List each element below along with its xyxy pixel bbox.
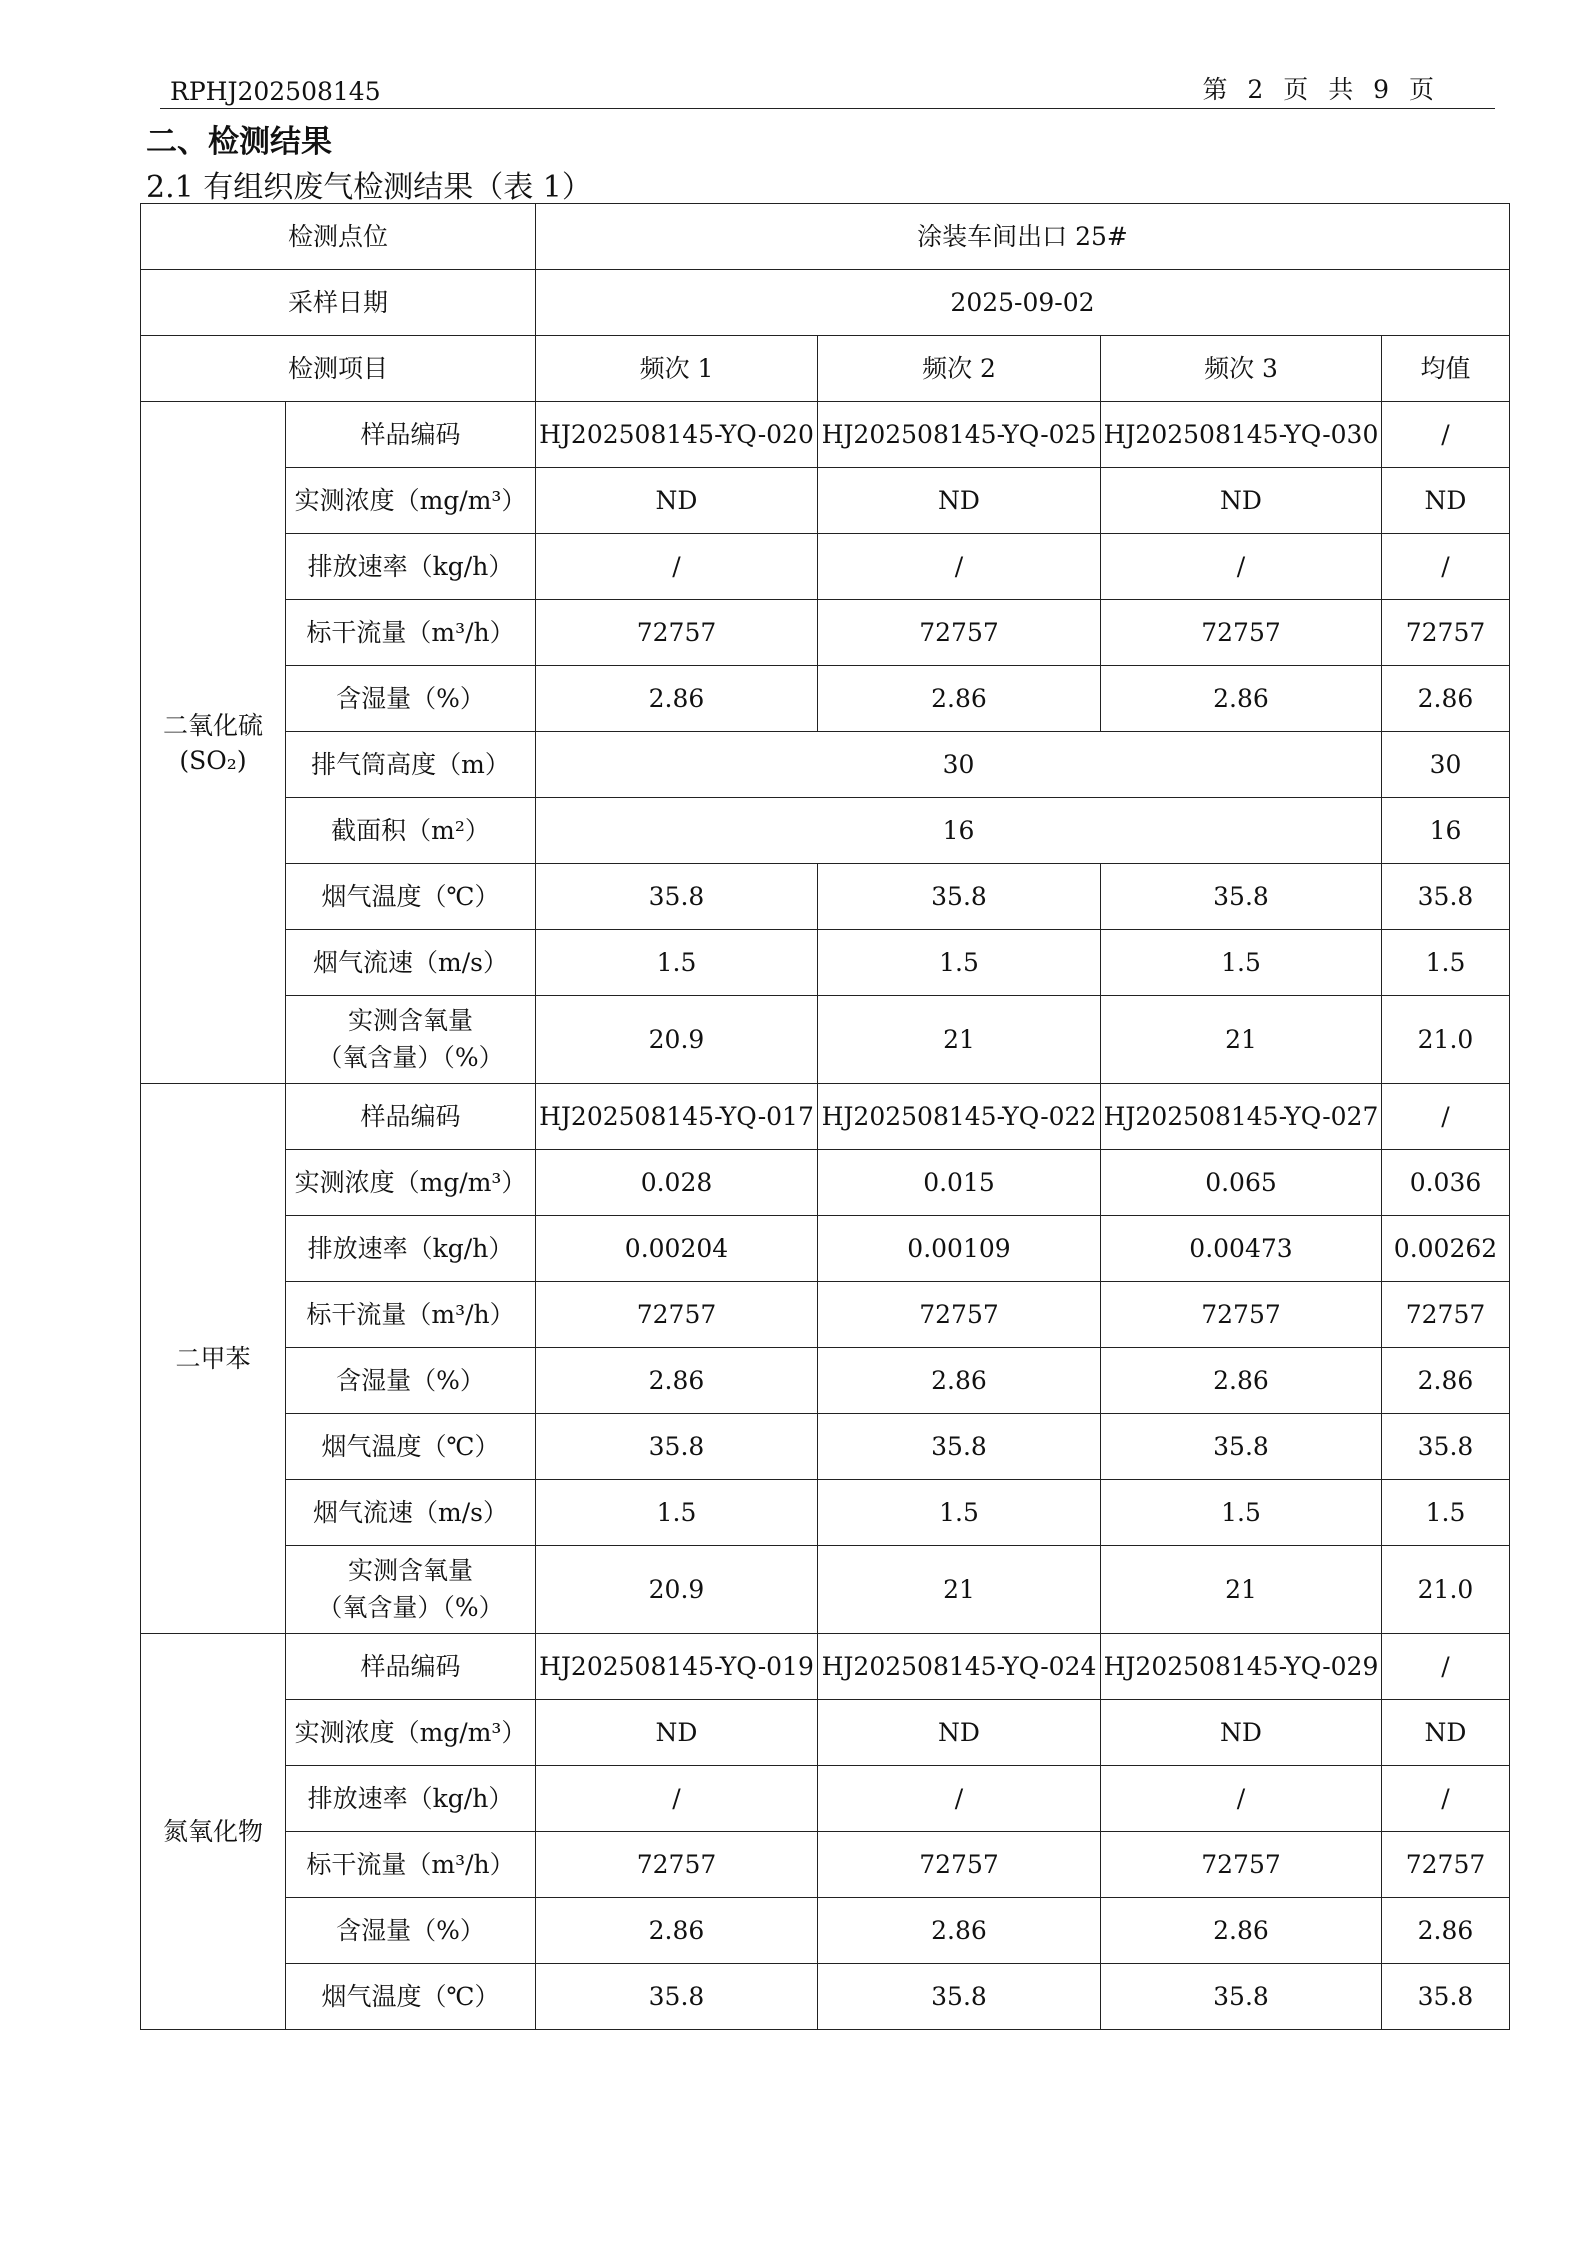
table-row xyxy=(141,1700,1510,1766)
frequency-value: 72757 xyxy=(818,600,1101,666)
site-label: 检测点位 xyxy=(141,204,536,270)
frequency-value: HJ202508145-YQ-029 xyxy=(1101,1634,1382,1700)
frequency-value: 72757 xyxy=(818,1282,1101,1348)
frequency-value: 0.00204 xyxy=(536,1216,818,1282)
table-row xyxy=(141,798,1510,864)
item-label: 含湿量（%） xyxy=(286,666,536,732)
frequency-value: ND xyxy=(818,468,1101,534)
frequency-value: 35.8 xyxy=(818,864,1101,930)
frequency-value: HJ202508145-YQ-020 xyxy=(536,402,818,468)
table-row xyxy=(141,402,1510,468)
frequency-value: 20.9 xyxy=(536,996,818,1084)
frequency-value: HJ202508145-YQ-024 xyxy=(818,1634,1101,1700)
table-row xyxy=(141,1414,1510,1480)
frequency-value: HJ202508145-YQ-027 xyxy=(1101,1084,1382,1150)
section-title: 二、检测结果 xyxy=(146,124,332,160)
frequency-value: ND xyxy=(1101,468,1382,534)
item-label: 实测含氧量 （氧含量）（%） xyxy=(286,1546,536,1634)
item-label: 样品编码 xyxy=(286,1634,536,1700)
mean-value: 35.8 xyxy=(1382,1414,1510,1480)
frequency-value: ND xyxy=(818,1700,1101,1766)
table-row xyxy=(141,732,1510,798)
table-row xyxy=(141,1348,1510,1414)
mean-value: 21.0 xyxy=(1382,996,1510,1084)
mean-value: / xyxy=(1382,534,1510,600)
table-row xyxy=(141,1480,1510,1546)
table-row xyxy=(141,1898,1510,1964)
frequency-value: 2.86 xyxy=(818,1348,1101,1414)
frequency-value: 72757 xyxy=(536,1832,818,1898)
frequency-value: 21 xyxy=(1101,1546,1382,1634)
item-label: 排放速率（kg/h） xyxy=(286,534,536,600)
frequency-value: 1.5 xyxy=(536,930,818,996)
item-label: 排放速率（kg/h） xyxy=(286,1766,536,1832)
frequency-value: 0.015 xyxy=(818,1150,1101,1216)
frequency-value: 35.8 xyxy=(818,1414,1101,1480)
frequency-value: 72757 xyxy=(818,1832,1101,1898)
frequency-value: 2.86 xyxy=(1101,1898,1382,1964)
frequency-value: 35.8 xyxy=(1101,1414,1382,1480)
mean-value: 21.0 xyxy=(1382,1546,1510,1634)
mean-value: 72757 xyxy=(1382,600,1510,666)
frequency-value: / xyxy=(536,1766,818,1832)
mean-value: / xyxy=(1382,1084,1510,1150)
table-row xyxy=(141,1546,1510,1634)
mean-value: / xyxy=(1382,1634,1510,1700)
frequency-value: 21 xyxy=(1101,996,1382,1084)
frequency-value: ND xyxy=(536,1700,818,1766)
frequency-value: 1.5 xyxy=(1101,930,1382,996)
mean-value: 72757 xyxy=(1382,1832,1510,1898)
frequency-value: 1.5 xyxy=(818,930,1101,996)
item-label: 实测浓度（mg/m³） xyxy=(286,1150,536,1216)
col-header-2: 频次 2 xyxy=(818,336,1101,402)
table-row xyxy=(141,1964,1510,2030)
item-label: 样品编码 xyxy=(286,402,536,468)
frequency-value: HJ202508145-YQ-022 xyxy=(818,1084,1101,1150)
table-row xyxy=(141,1766,1510,1832)
frequency-value: HJ202508145-YQ-030 xyxy=(1101,402,1382,468)
frequency-value: 35.8 xyxy=(536,864,818,930)
frequency-value: 0.065 xyxy=(1101,1150,1382,1216)
merged-value: 16 xyxy=(536,798,1382,864)
date-row xyxy=(141,270,1510,336)
item-label: 烟气流速（m/s） xyxy=(286,1480,536,1546)
merged-value: 30 xyxy=(536,732,1382,798)
frequency-value: 1.5 xyxy=(536,1480,818,1546)
pollutant-name: 二氧化硫 (SO₂) xyxy=(141,402,286,1084)
frequency-value: 2.86 xyxy=(536,666,818,732)
frequency-value: 2.86 xyxy=(536,1898,818,1964)
frequency-value: / xyxy=(818,534,1101,600)
frequency-value: 0.028 xyxy=(536,1150,818,1216)
table-row xyxy=(141,534,1510,600)
col-header-1: 频次 1 xyxy=(536,336,818,402)
frequency-value: 20.9 xyxy=(536,1546,818,1634)
frequency-value: ND xyxy=(1101,1700,1382,1766)
frequency-value: 72757 xyxy=(1101,1282,1382,1348)
item-label: 烟气流速（m/s） xyxy=(286,930,536,996)
site-value: 涂装车间出口 25# xyxy=(536,204,1510,270)
mean-value: 16 xyxy=(1382,798,1510,864)
item-label: 样品编码 xyxy=(286,1084,536,1150)
item-label: 实测浓度（mg/m³） xyxy=(286,468,536,534)
item-label: 标干流量（m³/h） xyxy=(286,1832,536,1898)
document-number: RPHJ202508145 xyxy=(170,77,381,106)
table-row xyxy=(141,1282,1510,1348)
site-row xyxy=(141,204,1510,270)
item-label: 烟气温度（℃） xyxy=(286,1964,536,2030)
table-row xyxy=(141,996,1510,1084)
mean-value: 72757 xyxy=(1382,1282,1510,1348)
item-label: 排放速率（kg/h） xyxy=(286,1216,536,1282)
frequency-value: 2.86 xyxy=(536,1348,818,1414)
frequency-value: / xyxy=(536,534,818,600)
frequency-value: 72757 xyxy=(1101,1832,1382,1898)
frequency-value: 72757 xyxy=(1101,600,1382,666)
frequency-value: 72757 xyxy=(536,1282,818,1348)
frequency-value: 2.86 xyxy=(1101,1348,1382,1414)
mean-value: 1.5 xyxy=(1382,930,1510,996)
frequency-value: 35.8 xyxy=(536,1414,818,1480)
date-value: 2025-09-02 xyxy=(536,270,1510,336)
mean-value: ND xyxy=(1382,1700,1510,1766)
page-header xyxy=(160,75,1495,109)
frequency-value: / xyxy=(1101,534,1382,600)
item-label: 标干流量（m³/h） xyxy=(286,600,536,666)
item-label: 标干流量（m³/h） xyxy=(286,1282,536,1348)
frequency-value: 2.86 xyxy=(818,666,1101,732)
frequency-value: HJ202508145-YQ-019 xyxy=(536,1634,818,1700)
frequency-value: ND xyxy=(536,468,818,534)
item-label: 烟气温度（℃） xyxy=(286,864,536,930)
date-label: 采样日期 xyxy=(141,270,536,336)
col-header-mean: 均值 xyxy=(1382,336,1510,402)
frequency-value: 35.8 xyxy=(1101,864,1382,930)
table-row xyxy=(141,1832,1510,1898)
items-label: 检测项目 xyxy=(141,336,536,402)
frequency-value: 2.86 xyxy=(1101,666,1382,732)
mean-value: 0.036 xyxy=(1382,1150,1510,1216)
item-label: 含湿量（%） xyxy=(286,1348,536,1414)
mean-value: 30 xyxy=(1382,732,1510,798)
frequency-value: / xyxy=(1101,1766,1382,1832)
table-row xyxy=(141,1216,1510,1282)
mean-value: 0.00262 xyxy=(1382,1216,1510,1282)
mean-value: / xyxy=(1382,1766,1510,1832)
frequency-value: HJ202508145-YQ-017 xyxy=(536,1084,818,1150)
item-label: 含湿量（%） xyxy=(286,1898,536,1964)
pollutant-name: 二甲苯 xyxy=(141,1084,286,1634)
page-number: 第 2 页 共 9 页 xyxy=(1202,75,1440,104)
table-row xyxy=(141,930,1510,996)
frequency-value: 2.86 xyxy=(818,1898,1101,1964)
table-row xyxy=(141,1150,1510,1216)
mean-value: 2.86 xyxy=(1382,666,1510,732)
mean-value: 1.5 xyxy=(1382,1480,1510,1546)
frequency-value: 35.8 xyxy=(818,1964,1101,2030)
pollutant-name: 氮氧化物 xyxy=(141,1634,286,2030)
mean-value: 35.8 xyxy=(1382,1964,1510,2030)
frequency-value: HJ202508145-YQ-025 xyxy=(818,402,1101,468)
table-row xyxy=(141,666,1510,732)
mean-value: 2.86 xyxy=(1382,1348,1510,1414)
item-label: 截面积（m²） xyxy=(286,798,536,864)
mean-value: 2.86 xyxy=(1382,1898,1510,1964)
frequency-value: 1.5 xyxy=(818,1480,1101,1546)
header-row xyxy=(141,336,1510,402)
mean-value: / xyxy=(1382,402,1510,468)
frequency-value: 0.00473 xyxy=(1101,1216,1382,1282)
item-label: 实测浓度（mg/m³） xyxy=(286,1700,536,1766)
mean-value: ND xyxy=(1382,468,1510,534)
frequency-value: 21 xyxy=(818,996,1101,1084)
mean-value: 35.8 xyxy=(1382,864,1510,930)
item-label: 烟气温度（℃） xyxy=(286,1414,536,1480)
table-row xyxy=(141,864,1510,930)
frequency-value: 72757 xyxy=(536,600,818,666)
item-label: 排气筒高度（m） xyxy=(286,732,536,798)
col-header-3: 频次 3 xyxy=(1101,336,1382,402)
frequency-value: / xyxy=(818,1766,1101,1832)
frequency-value: 21 xyxy=(818,1546,1101,1634)
table-row xyxy=(141,1084,1510,1150)
table-row xyxy=(141,600,1510,666)
table-row xyxy=(141,468,1510,534)
frequency-value: 0.00109 xyxy=(818,1216,1101,1282)
frequency-value: 35.8 xyxy=(536,1964,818,2030)
frequency-value: 35.8 xyxy=(1101,1964,1382,2030)
table-row xyxy=(141,1634,1510,1700)
item-label: 实测含氧量 （氧含量）（%） xyxy=(286,996,536,1084)
table-title: 2.1 有组织废气检测结果（表 1） xyxy=(146,170,592,205)
results-table xyxy=(140,203,1510,2030)
frequency-value: 1.5 xyxy=(1101,1480,1382,1546)
